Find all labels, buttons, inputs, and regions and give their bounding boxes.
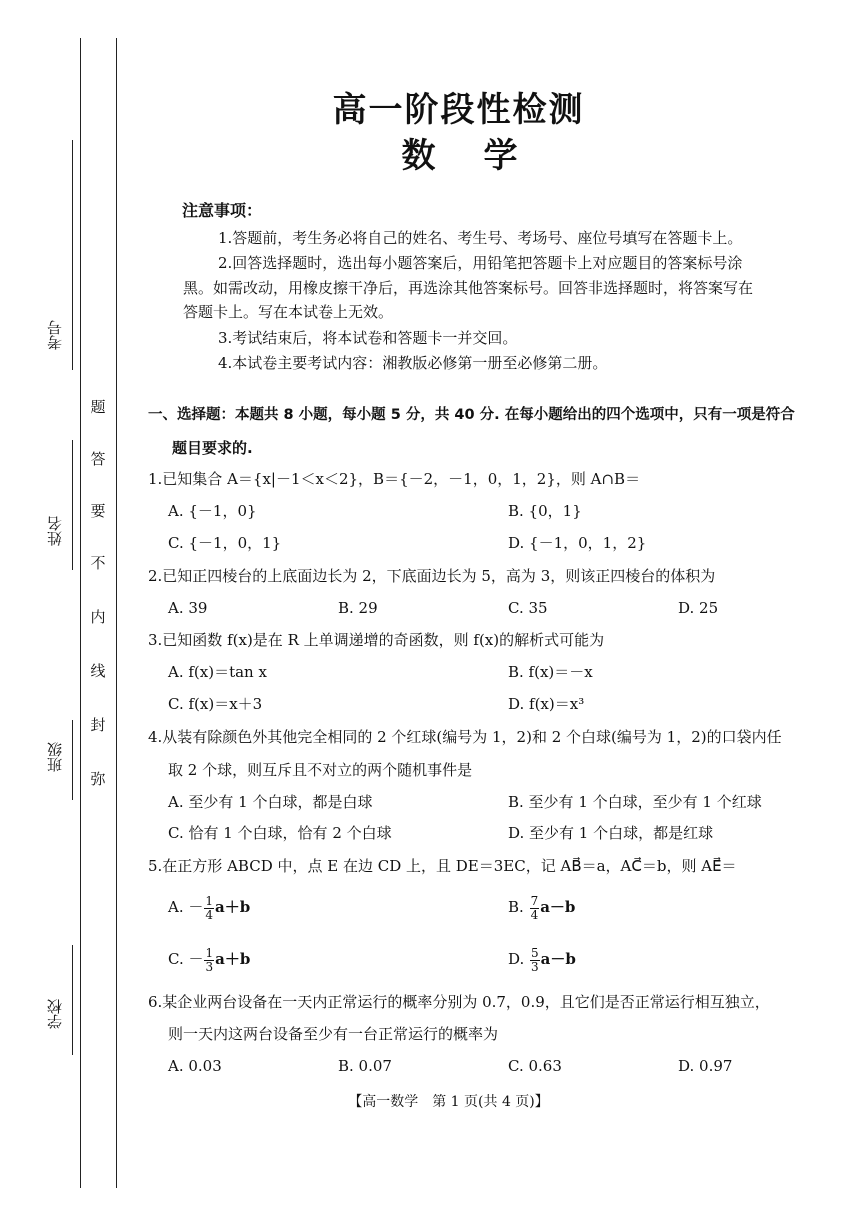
question-5-stem: 5.在正方形 ABCD 中，点 E 在边 CD 上，且 DE＝3EC，记 AB⃗＝a，AC⃗＝b，则 AE⃗＝ [148, 857, 737, 875]
q6-option-b: B. 0.07 [338, 1057, 392, 1075]
q2-option-d: D. 25 [678, 599, 719, 617]
margin-line-inner [116, 38, 117, 1188]
question-6-stem: 6.某企业两台设备在一天内正常运行的概率分别为 0.7，0.9，且它们是否正常运行相互独立， [148, 993, 770, 1011]
notice-item: 1.答题前，考生务必将自己的姓名、考生号、考场号、座位号填写在答题卡上。 [218, 229, 743, 247]
q5-option-b: B. $\frac{7}{4}$ a－b [508, 893, 576, 922]
q3-option-d: D. f(x)＝x³ [508, 695, 585, 713]
question-1-stem: 1.已知集合 A＝{x|－1＜x＜2}，B＝{－2，－1，0，1，2}，则 A∩B＝ [148, 470, 641, 488]
fraction: $\frac{1}{4}$ [205, 893, 214, 922]
field-label: 班级 [46, 742, 64, 772]
q4-option-d: D. 至少有 1 个白球，都是红球 [508, 824, 714, 842]
seal-char: 不 [90, 554, 106, 572]
field-label: 学校 [46, 999, 64, 1029]
exam-title: 高一阶段性检测 [332, 90, 585, 130]
q3-option-b: B. f(x)＝－x [508, 663, 593, 681]
question-4-stem-cont: 取 2 个球，则互斥且不对立的两个随机事件是 [168, 761, 473, 779]
q4-option-b: B. 至少有 1 个白球，至少有 1 个红球 [508, 793, 762, 811]
q2-option-a: A. 39 [168, 599, 208, 617]
seal-char: 答 [90, 450, 106, 468]
field-label: 考号 [46, 320, 64, 350]
q5-option-c: C. － $\frac{1}{3}$ a＋b [168, 945, 251, 974]
q1-option-d: D. {－1，0，1，2} [508, 534, 647, 552]
field-label: 姓名 [46, 516, 64, 546]
notice-item: 3.考试结束后，将本试卷和答题卡一并交回。 [218, 329, 518, 347]
seal-char: 封 [90, 716, 106, 734]
notice-item: 4.本试卷主要考试内容：湘教版必修第一册至必修第二册。 [218, 354, 608, 372]
q1-option-a: A. {－1，0} [168, 502, 257, 520]
notice-heading: 注意事项： [182, 201, 263, 220]
field-class[interactable] [44, 720, 84, 800]
q3-option-a: A. f(x)＝tan x [168, 663, 267, 681]
question-2-stem: 2.已知正四棱台的上底面边长为 2，下底面边长为 5，高为 3，则该正四棱台的体积为 [148, 567, 716, 585]
field-name[interactable] [44, 440, 84, 570]
notice-item: 黑。如需改动，用橡皮擦干净后，再选涂其他答案标号。回答非选择题时，将答案写在 [183, 279, 754, 297]
question-6-stem-cont: 则一天内这两台设备至少有一台正常运行的概率为 [168, 1025, 499, 1043]
q2-option-b: B. 29 [338, 599, 378, 617]
q2-option-c: C. 35 [508, 599, 548, 617]
q1-option-b: B. {0，1} [508, 502, 582, 520]
q6-option-c: C. 0.63 [508, 1057, 562, 1075]
q5-option-a: A. － $\frac{1}{4}$ a＋b [168, 893, 251, 922]
notice-item: 2.回答选择题时，选出每小题答案后，用铅笔把答题卡上对应题目的答案标号涂 [218, 254, 743, 272]
section-heading: 一、选择题：本题共 8 小题，每小题 5 分，共 40 分. 在每小题给出的四个选项中，只有一项是符合 [148, 407, 795, 423]
notice-item: 答题卡上。写在本试卷上无效。 [183, 303, 394, 321]
seal-char: 线 [90, 662, 106, 680]
q1-option-c: C. {－1，0，1} [168, 534, 282, 552]
seal-char: 题 [90, 398, 106, 416]
q6-option-a: A. 0.03 [168, 1057, 222, 1075]
q3-option-c: C. f(x)＝x＋3 [168, 695, 263, 713]
q5-option-d: D. $\frac{5}{3}$ a－b [508, 945, 576, 974]
fraction: $\frac{1}{3}$ [205, 945, 214, 974]
subject-title: 数学 [401, 136, 566, 176]
field-school[interactable] [44, 945, 84, 1055]
section-heading-cont: 题目要求的. [172, 439, 253, 457]
seal-char: 弥 [90, 770, 106, 788]
seal-char: 要 [90, 502, 106, 520]
fraction: $\frac{5}{3}$ [531, 945, 539, 974]
page-footer: 【高一数学 第 1 页(共 4 页)】 [348, 1094, 549, 1110]
seal-char: 内 [90, 608, 106, 626]
question-4-stem: 4.从装有除颜色外其他完全相同的 2 个红球(编号为 1，2)和 2 个白球(编号为 1，2)的口袋内任 [148, 728, 782, 746]
q6-option-d: D. 0.97 [678, 1057, 733, 1075]
q4-option-a: A. 至少有 1 个白球，都是白球 [168, 793, 373, 811]
fraction: $\frac{7}{4}$ [530, 893, 539, 922]
q4-option-c: C. 恰有 1 个白球，恰有 2 个白球 [168, 824, 392, 842]
question-3-stem: 3.已知函数 f(x)是在 R 上单调递增的奇函数，则 f(x)的解析式可能为 [148, 631, 605, 649]
